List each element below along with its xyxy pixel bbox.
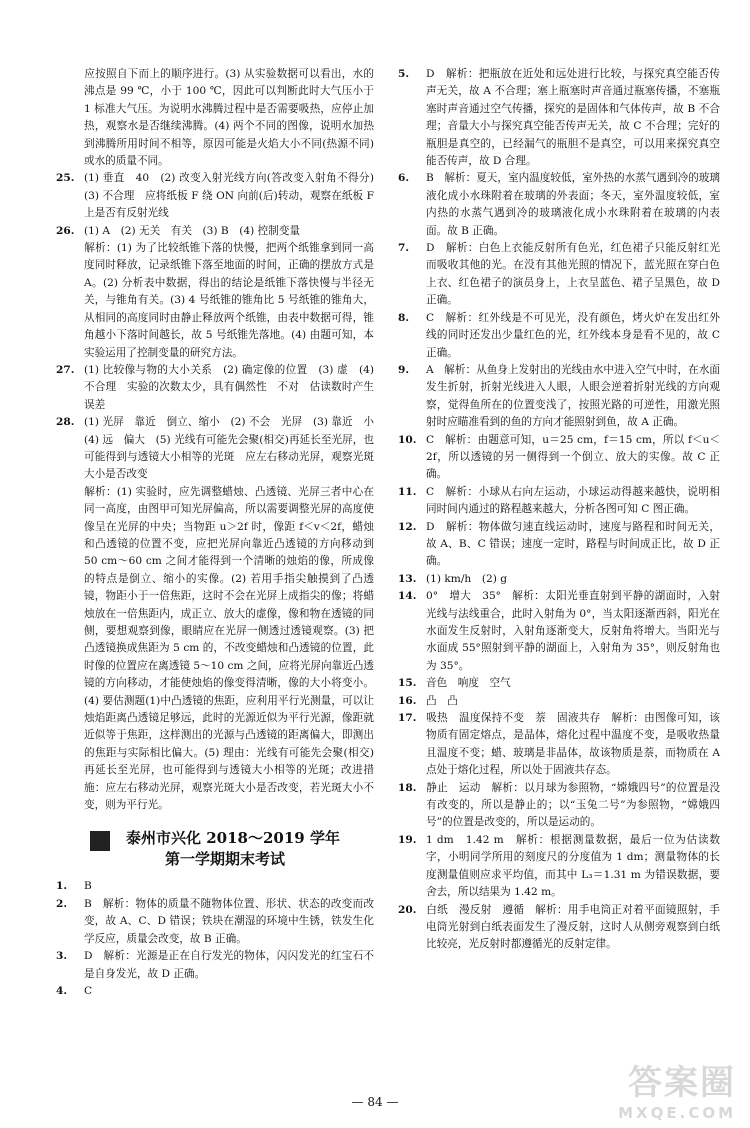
watermark-text: 答案圈	[628, 1063, 736, 1103]
answer-item	[398, 170, 720, 240]
item-text: C	[84, 984, 93, 997]
item-text: D 解析：白色上衣能反射所有色光，红色裙子只能反射红光而吸收其他的光。在没有其他光照的情况下，蓝光照在穿白色上衣、红色裙子的演员身上，上衣呈蓝色、裙子呈黑色，故 D 正确。	[426, 242, 720, 307]
answer-item	[56, 223, 374, 240]
item-text: C 解析：红外线是不可见光，没有颜色，烤火炉在发出红外线的同时还发出少量红色的光，红外线本身是看不见的，故 C 正确。	[426, 311, 720, 359]
item-number: 16.	[398, 694, 417, 707]
answer-item	[398, 432, 720, 484]
section-title-line2: 第一学期期末考试	[164, 850, 285, 869]
item-number: 19.	[398, 833, 417, 846]
item-text: 音色 响度 空气	[426, 677, 511, 690]
item-text: (1) km/h (2) g	[426, 572, 507, 585]
item-number: 10.	[398, 433, 417, 446]
item-number: 8.	[398, 311, 410, 324]
watermark-url: MXQE.COM	[618, 1104, 736, 1122]
item-text: 解析：(1) 实验时，应先调整蜡烛、凸透镜、光屏三者中心在同一高度，由图甲可知光屏偏高，所以需要调整光屏的高度使像呈在光屏的中央；当物距 u＞2f 时，像距 f＜v＜2f，蜡烛和凸透镜的位置不变，应把光屏向靠近凸透镜的方向移动到 50 cm～60 cm 之间才能得到一个清晰的烛焰的像，所成像的特点是倒立、缩小的实像。(2) 若用手指尖触摸到了凸透镜，物距小于一倍焦距，这时不会在光屏上成指尖的像；将蜡烛放在一倍焦距内，成正立、放大的虚像，像和物在透镜的同侧，要想观察到像，眼睛应在光屏一侧透过透镜观察。(3) 把凸透镜换成焦距为 5 cm 的，不改变蜡烛和凸透镜的位置，此时像的位置应在离透镜 5～10 cm 之间，应将光屏向靠近凸透镜的方向移动，才能使烛焰的像变得清晰，像的大小将变小。(4) 要估测题(1)中凸透镜的焦距，应利用平行光测量，可以让烛焰距离凸透镜足够远，此时的光源近似为平行光源，像距就近似等于焦距，这样测出的光源与凸透镜的距离偏大，即测出的焦距与实际相比偏大。(5) 理由：光线有可能先会聚(相交)再延长至光屏，也可能得到与透镜大小相等的光斑；改进措施：应左右移动光屏，观察光斑大小是否改变，若光斑大小不变，则为平行光。	[84, 485, 374, 812]
item-number: 20.	[398, 903, 417, 916]
item-text: 静止 运动 解析：以月球为参照物，“嫦娥四号”的位置是没有改变的，所以是静止的；以“玉兔二号”为参照物，“嫦娥四号”的位置是改变的，所以是运动的。	[426, 781, 720, 829]
section-title-line1: 泰州市兴化 2018～2019 学年	[126, 829, 340, 848]
item-text: 吸热 温度保持不变 萘 固液共存 解析：由图像可知，该物质有固定熔点，是晶体，熔化过程中温度不变，是吸收热量且温度不变；蜡、玻璃是非晶体，故该物质是萘，而物质在 A 点处于熔化过程，所以处于固液共存态。	[426, 712, 720, 777]
answer-item	[56, 362, 374, 414]
watermark-logo	[618, 1055, 736, 1122]
item-number: 1.	[56, 880, 68, 893]
answer-explanation	[56, 484, 374, 815]
answer-item	[398, 571, 720, 588]
answer-item	[398, 484, 720, 519]
item-number: 17.	[398, 712, 417, 725]
item-number: 4.	[56, 984, 68, 997]
item-number: 5.	[398, 68, 410, 80]
item-text: D 解析：光源是正在自行发光的物体，闪闪发光的红宝石不是自身发光，故 D 正确。	[84, 950, 374, 980]
item-text: D 解析：物体做匀速直线运动时，速度与路程和时间无关，故 A、B、C 错误；速度一定时，路程与时间成正比，故 D 正确。	[426, 520, 720, 568]
item-text: C 解析：小球从右向左运动，小球运动得越来越快，说明相同时间内通过的路程越来越大，分析各图可知 C 图正确。	[426, 485, 720, 516]
answer-item	[56, 896, 374, 948]
item-number: 6.	[398, 172, 410, 185]
answer-item	[398, 780, 720, 832]
item-number: 11.	[398, 485, 417, 498]
item-text: 应按照自下而上的顺序进行。(3) 从实验数据可以看出，水的沸点是 99 ℃，小于 100 ℃，因此可以判断此时大气压小于 1 标准大气压。为说明水沸腾过程中是否需要吸热，应停止加热，观察水是否继续沸腾。(4) 两个不同的图像，说明水加热到沸腾所用时间不相等，原因可能是火焰大小不同(热源不同)或水的质量不同。	[84, 68, 374, 168]
right-column	[398, 66, 720, 954]
answer-item	[56, 878, 374, 895]
item-text: (1) A (2) 无关 有关 (3) B (4) 控制变量	[84, 224, 301, 237]
answer-item	[398, 832, 720, 902]
item-number: 14.	[398, 590, 417, 603]
answer-item	[398, 710, 720, 780]
item-text: (1) 比较像与物的大小关系 (2) 确定像的位置 (3) 虚 (4) 不合理 实验的次数太少，具有偶然性 不对 估读数时产生误差	[84, 363, 374, 411]
item-text: B	[84, 880, 92, 893]
item-text: 解析：(1) 为了比较纸锥下落的快慢，把两个纸锥拿到同一高度同时释放，记录纸锥下落至地面的时间，正确的摆放方式是 A。(2) 分析表中数据，得出的结论是纸锥下落快慢与半径无关，与锥角有关。(3) 4 号纸锥的锥角比 5 号纸锥的锥角大，从相同的高度同时由静止释放两个纸锥，由表中数据可得，锥角越小下落时间越长，故 5 号纸锥先落地。(4) 由题可知，本实验运用了控制变量的研究方法。	[84, 242, 374, 359]
item-number: 9.	[398, 363, 410, 376]
answer-explanation	[56, 240, 374, 362]
answer-item	[56, 414, 385, 484]
answer-item	[398, 362, 720, 432]
answer-item	[56, 948, 374, 983]
item-text: (1) 垂直 40 (2) 改变入射光线方向(答改变入射角不得分) (3) 不合理 应将纸板 F 绕 ON 向前(后)转动，观察在纸板 F 上是否有反射光线	[84, 172, 385, 220]
answer-item	[398, 902, 720, 954]
item-text: 凸 凸	[426, 694, 458, 707]
answer-item	[398, 588, 720, 675]
answer-item	[398, 240, 720, 310]
page-number: — 84 —	[351, 1095, 399, 1109]
item-text: D 解析：把瓶放在近处和远处进行比较，与探究真空能否传声无关，故 A 不合理；塞上瓶塞时声音通过瓶塞传播，不塞瓶塞时声音通过空气传播，探究的是固体和气体传声，故 B 不合理；音量大小与探究真空能否传声无关，故 C 不合理；完好的瓶胆是真空的，已经漏气的瓶胆不是真空，可以用来探究真空能否传声，故 D 合理。	[426, 68, 720, 168]
item-number: 27.	[56, 363, 75, 376]
answer-item	[56, 170, 385, 222]
section-heading	[90, 828, 360, 870]
answer-item	[398, 675, 720, 692]
item-number: 15.	[398, 677, 417, 690]
answer-item	[398, 519, 720, 571]
item-number: 2.	[56, 897, 68, 910]
section-square-icon	[90, 831, 110, 851]
item-text: C 解析：由题意可知，u＝25 cm，f＝15 cm，所以 f＜u＜2f，所以透镜的另一侧得到一个倒立、放大的实像。故 C 正确。	[426, 433, 720, 481]
item-text: B 解析：夏天，室内温度较低，室外热的水蒸气遇到冷的玻璃液化成小水珠附着在玻璃的外表面；冬天，室外温度较低，室内热的水蒸气遇到冷的玻璃液化成小水珠附着在玻璃的内表面。故 B 正确。	[426, 172, 720, 237]
item-number: 3.	[56, 950, 68, 963]
item-text: A 解析：从鱼身上发射出的光线由水中进入空气中时，在水面发生折射，折射光线进入人眼，人眼会逆着折射光线的方向观察，觉得鱼所在的位置变浅了，按照光路的可逆性，用激光照射时应瞄准看到的鱼的方向才能照射到鱼，故 A 正确。	[426, 363, 720, 429]
item-number: 12.	[398, 520, 417, 533]
answer-item	[398, 693, 720, 710]
left-column	[56, 66, 385, 1000]
item-text: B 解析：物体的质量不随物体位置、形状、状态的改变而改变，故 A、C、D 错误；铁块在潮湿的环境中生锈，铁发生化学反应，质量会改变，故 B 正确。	[84, 897, 374, 945]
item-number: 18.	[398, 781, 417, 794]
item-number: 7.	[398, 242, 410, 255]
item-number: 25.	[56, 172, 75, 185]
item-text: 0° 增大 35° 解析：太阳光垂直射到平静的湖面时，入射光线与法线重合，此时入射角为 0°，当太阳逐渐西斜，阳光在水面发生反射时，入射角逐渐变大，反射角将增大。当阳光与水面成 55°照射到平静的湖面上，入射角为 35°，则反射角也为 35°。	[426, 590, 720, 672]
item-text: 白纸 漫反射 遵循 解析：用手电筒正对着平面镜照射，手电筒光射到白纸表面发生了漫反射，这时人从侧旁观察到白纸比较亮，光反射时都遵循光的反射定律。	[426, 903, 720, 951]
item-number: 26.	[56, 224, 75, 237]
answer-item	[56, 983, 374, 1000]
answer-explanation	[56, 66, 374, 170]
answer-item	[398, 66, 720, 170]
answer-item	[398, 310, 720, 362]
item-number: 28.	[56, 416, 75, 429]
item-text: (1) 光屏 靠近 倒立、缩小 (2) 不会 光屏 (3) 靠近 小 (4) 远 偏大 (5) 光线有可能先会聚(相交)再延长至光屏，也可能得到与透镜大小相等的光斑 应左右移动光屏，观察光斑大小是否改变	[84, 416, 385, 481]
item-text: 1 dm 1.42 m 解析：根据测量数据，最后一位为估读数字，小明同学所用的刻度尺的分度值为 1 dm；测量物体的长度测量值则应求平均值，而其中 L₃＝1.31 m 为错误数据，要舍去，所以结果为 1.42 m。	[426, 833, 720, 899]
item-number: 13.	[398, 572, 417, 585]
